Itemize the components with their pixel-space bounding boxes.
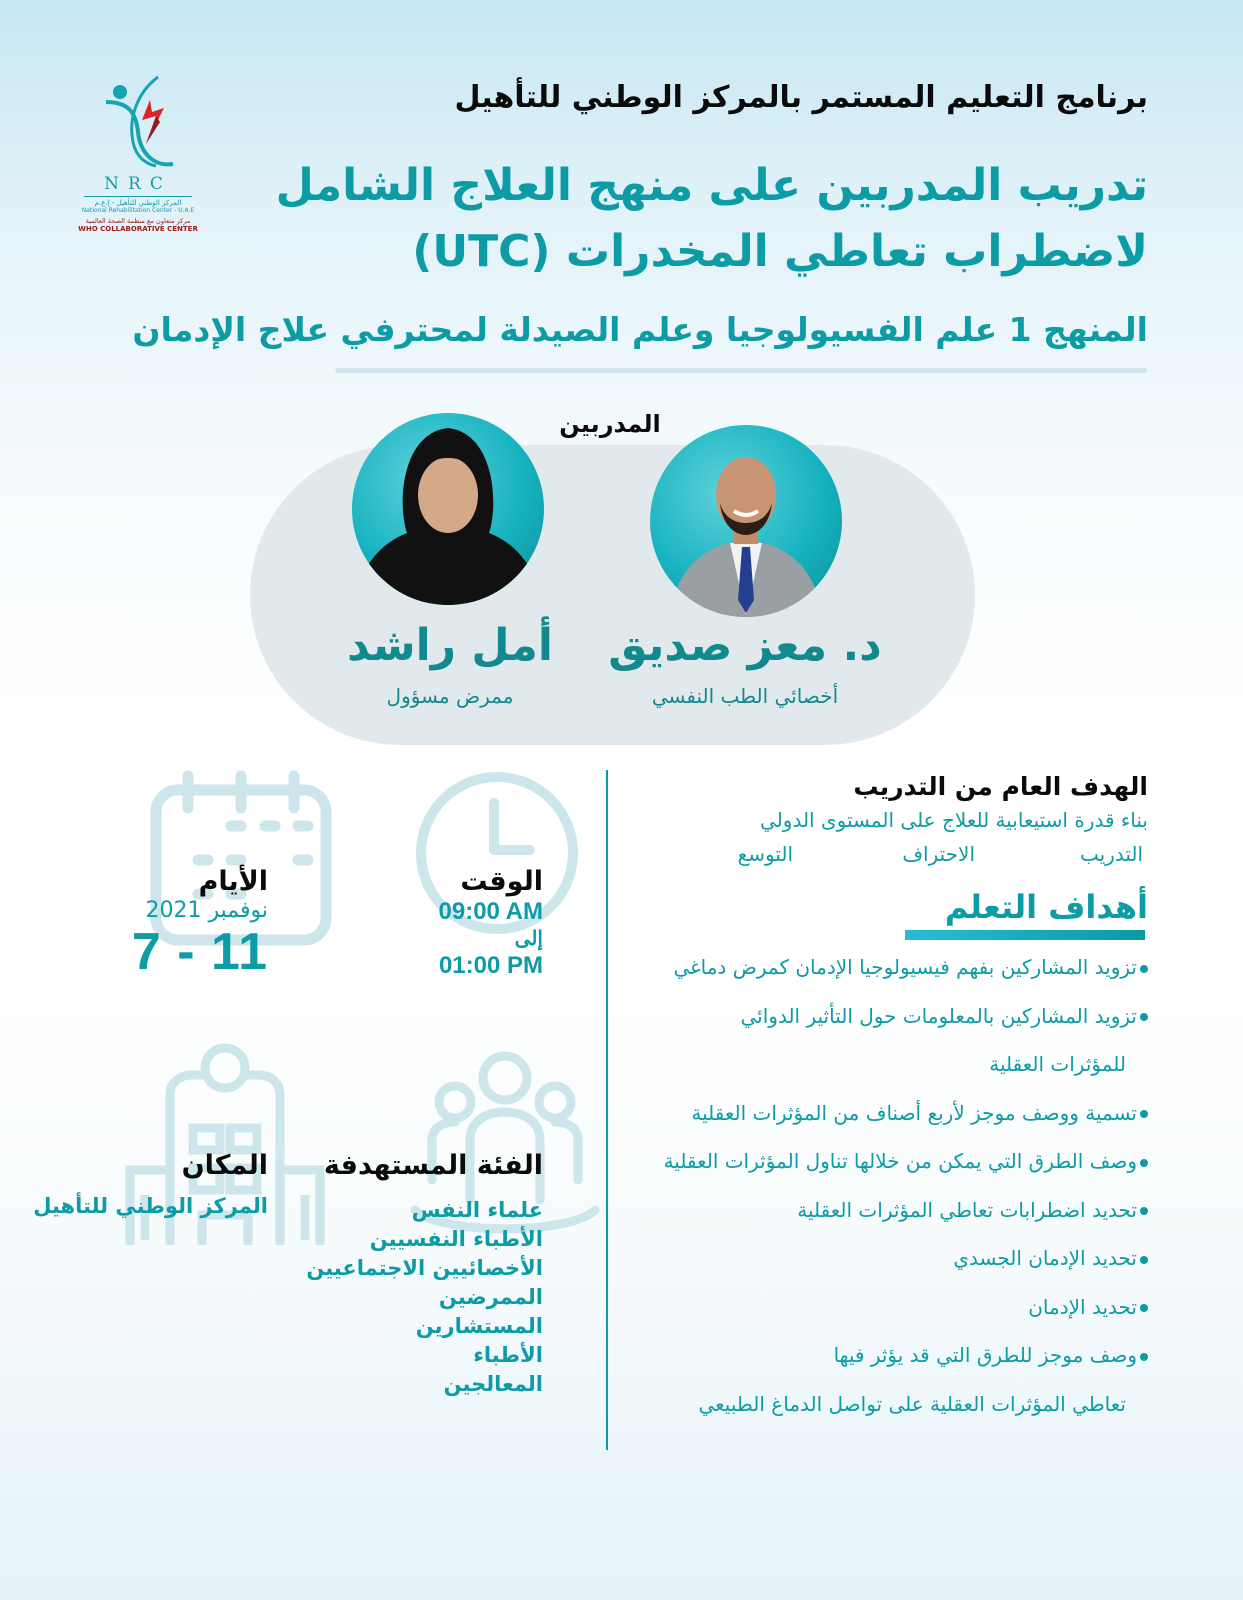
target-audience-item: المعالجين [443, 1372, 543, 1396]
logo-name-en: National Rehabilitation Center - U.A.E [81, 207, 195, 214]
bullet-dot-icon [1140, 1159, 1148, 1167]
target-audience-item: علماء النفس [411, 1198, 543, 1222]
course-title-line2: لاضطراب تعاطي المخدرات (UTC) [412, 226, 1148, 277]
learning-objectives-title: أهداف التعلم [944, 888, 1148, 926]
learning-objective [608, 1246, 1148, 1270]
learning-objective-text: تعاطي المؤثرات العقلية على تواصل الدماغ الطبيعي [698, 1391, 1126, 1416]
learning-objective-text: تسمية ووصف موجز لأربع أصناف من المؤثرات العقلية [691, 1100, 1137, 1125]
target-audience-list [306, 1196, 543, 1399]
bullet-dot-icon [1140, 1304, 1148, 1312]
logo-name-ar: المركز الوطني للتأهيل - إ.ع.م [94, 199, 182, 207]
nrc-figure-logo-icon [98, 72, 178, 172]
learning-objective [608, 1101, 1148, 1125]
goal-keyword: الاحتراف [902, 842, 975, 866]
logo-acronym: NRC [104, 174, 172, 194]
learning-objective [608, 1392, 1148, 1416]
trainer-photo-woman [352, 413, 544, 605]
course-title-line1: تدريب المدربين على منهج العلاج الشامل [275, 160, 1148, 211]
bullet-dot-icon [1140, 1110, 1148, 1118]
target-audience-item: الممرضين [438, 1285, 543, 1309]
logo-divider [84, 196, 192, 197]
learning-objective-text: وصف الطرق التي يمكن من خلالها تناول المؤثرات العقلية [663, 1149, 1137, 1173]
bullet-dot-icon [1140, 1256, 1148, 1264]
learning-objective [608, 1149, 1148, 1173]
trainer-name: د. معز صديق [608, 620, 882, 671]
learning-objective-text: للمؤثرات العقلية [989, 1052, 1126, 1076]
learning-objective [608, 1052, 1148, 1076]
learning-objective [608, 1004, 1148, 1028]
bullet-dot-icon [1140, 1013, 1148, 1021]
header-divider [335, 368, 1147, 373]
days-label: الأيام [198, 866, 268, 897]
target-audience-item: الأطباء النفسيين [369, 1227, 543, 1251]
general-goal-text: بناء قدرة استيعابية للعلاج على المستوى الدولي [760, 808, 1148, 832]
learning-objective-text: تحديد الإدمان الجسدي [953, 1246, 1137, 1270]
course-subtitle: المنهج 1 علم الفسيولوجيا وعلم الصيدلة لمحترفي علاج الإدمان [132, 310, 1148, 349]
learning-objectives-list [608, 955, 1148, 1440]
place-label: المكان [181, 1150, 268, 1181]
target-audience-item: الأطباء [473, 1343, 543, 1367]
place-value: المركز الوطني للتأهيل [33, 1194, 268, 1218]
learning-objective [608, 1343, 1148, 1367]
target-audience-item: الأخصائيين الاجتماعيين [306, 1256, 543, 1280]
man-portrait-icon [650, 425, 842, 617]
learning-title-underline [905, 930, 1145, 940]
building-icon [120, 1040, 330, 1250]
trainer-photo-man [650, 425, 842, 617]
learning-objective [608, 1198, 1148, 1222]
program-title: برنامج التعليم المستمر بالمركز الوطني للتأهيل [454, 80, 1148, 115]
learning-objective [608, 1295, 1148, 1319]
bullet-dot-icon [1140, 1207, 1148, 1215]
goal-keyword: التدريب [1079, 842, 1143, 866]
learning-objective-text: تحديد اضطرابات تعاطي المؤثرات العقلية [797, 1197, 1137, 1222]
trainer-role: أخصائي الطب النفسي [651, 684, 839, 708]
nrc-logo [78, 72, 198, 247]
target-audience-label: الفئة المستهدفة [323, 1150, 543, 1181]
time-label: الوقت [460, 866, 543, 897]
goal-keyword: التوسع [737, 842, 793, 866]
woman-portrait-icon [352, 413, 544, 605]
learning-objective-text: تزويد المشاركين بفهم فيسيولوجيا الإدمان كمرض دماغي [673, 955, 1137, 979]
logo-who-ar: مركز متعاون مع منظمة الصحة العالمية [85, 217, 191, 225]
days-range: 7 - 11 [131, 923, 268, 981]
trainer-role: ممرض مسؤول [386, 684, 514, 708]
time-to: 01:00 PM [438, 952, 543, 979]
learning-objective-text: تحديد الإدمان [1028, 1294, 1137, 1319]
time-from: 09:00 AM [438, 898, 543, 925]
general-goal-title: الهدف العام من التدريب [853, 772, 1148, 801]
logo-who-en: WHO COLLABORATIVE CENTER [78, 225, 198, 233]
learning-objective-text: تزويد المشاركين بالمعلومات حول التأثير الدوائي [740, 1003, 1137, 1028]
trainer-name: أمل راشد [346, 620, 553, 671]
days-month: نوفمبر 2021 [145, 898, 268, 923]
trainers-label: المدربين [559, 410, 661, 438]
bullet-dot-icon [1140, 1353, 1148, 1361]
time-to-label: إلى [514, 928, 543, 950]
learning-objective [608, 955, 1148, 979]
learning-objective-text: وصف موجز للطرق التي قد يؤثر فيها [833, 1343, 1137, 1367]
target-audience-item: المستشارين [415, 1314, 543, 1338]
bullet-dot-icon [1140, 965, 1148, 973]
